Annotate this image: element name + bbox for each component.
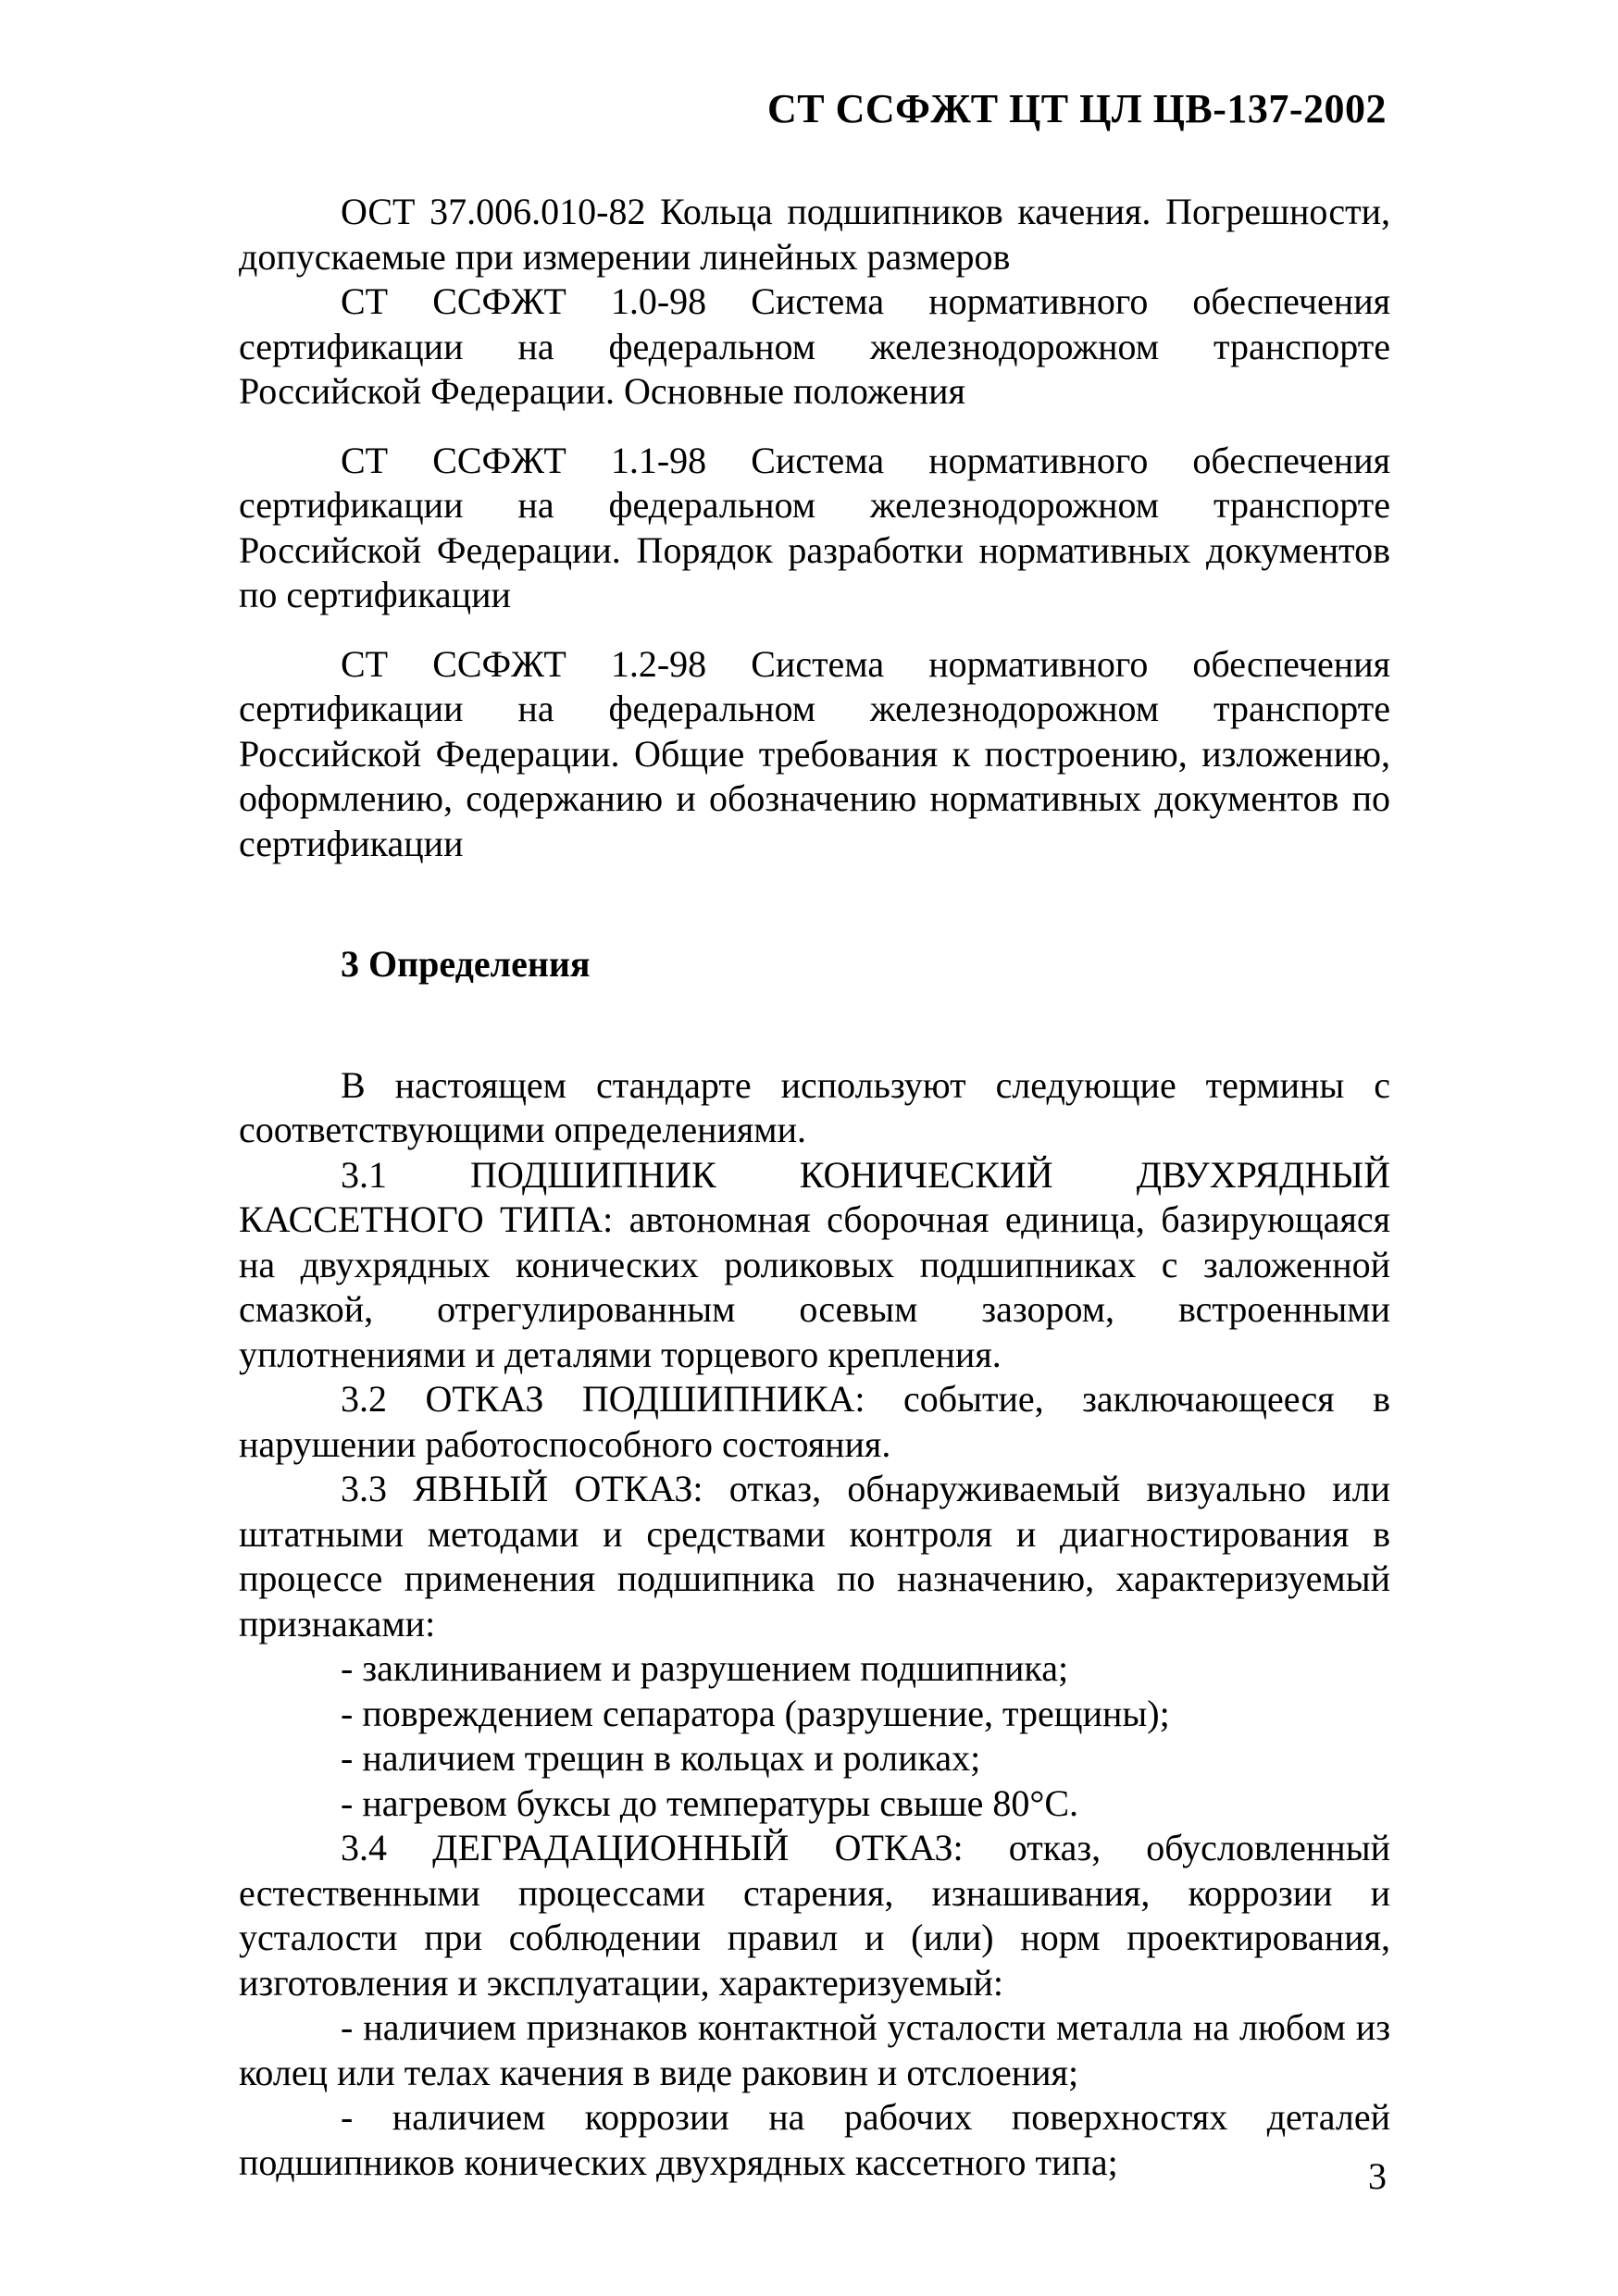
reference-st-ssfzht-1-1-98: СТ ССФЖТ 1.1-98 Система нормативного обеспечения сертификации на федеральном железнодорожном транспорте Российской Федерации. Порядок разработки нормативных документов по сертификации <box>239 439 1390 615</box>
section-heading-definitions: 3 Определения <box>341 943 591 985</box>
page-number: 3 <box>1368 2155 1387 2197</box>
reference-ost-37-006-010-82: ОСТ 37.006.010-82 Кольца подшипников качения. Погрешности, допускаемые при измерении линейных размеров <box>239 191 1390 278</box>
definitions-intro: В настоящем стандарте используют следующие термины с соответствующими определениями. <box>239 1063 1390 1150</box>
definition-3-4-item: - наличием коррозии на рабочих поверхностях деталей подшипников конических двухрядных кассетного типа; <box>239 2096 1390 2183</box>
definition-3-3-item: - наличием трещин в кольцах и роликах; <box>341 1737 981 1779</box>
definition-3-3: 3.3 ЯВНЫЙ ОТКАЗ: отказ, обнаруживаемый визуально или штатными методами и средствами контроля и диагностирования в процессе применения подшипника по назначению, характеризуемый признаками: <box>239 1468 1390 1644</box>
reference-st-ssfzht-1-0-98: СТ ССФЖТ 1.0-98 Система нормативного обеспечения сертификации на федеральном железнодорожном транспорте Российской Федерации. Основные положения <box>239 280 1390 412</box>
page-content <box>239 190 1390 2185</box>
definition-3-2: 3.2 ОТКАЗ ПОДШИПНИКА: событие, заключающееся в нарушении работоспособного состояния. <box>239 1378 1390 1465</box>
definition-3-1: 3.1 ПОДШИПНИК КОНИЧЕСКИЙ ДВУХРЯДНЫЙ КАССЕТНОГО ТИПА: автономная сборочная единица, базирующаяся на двухрядных конических роликовых подшипниках с заложенной смазкой, отрегулированным осевым зазором, встроенными уплотнениями и деталями торцевого крепления. <box>239 1153 1390 1375</box>
definition-3-4-item: - наличием признаков контактной усталости металла на любом из колец или телах качения в виде раковин и отслоения; <box>239 2006 1390 2093</box>
document-code-header: СТ ССФЖТ ЦТ ЦЛ ЦВ-137-2002 <box>766 86 1387 131</box>
definition-3-3-item: - повреждением сепаратора (разрушение, трещины); <box>341 1692 1170 1734</box>
definition-3-3-item: - заклиниванием и разрушением подшипника; <box>341 1647 1069 1689</box>
reference-st-ssfzht-1-2-98: СТ ССФЖТ 1.2-98 Система нормативного обеспечения сертификации на федеральном железнодорожном транспорте Российской Федерации. Общие требования к построению, изложению, оформлению, содержанию и обозначению нормативных документов по сертификации <box>239 642 1390 864</box>
definition-3-3-item: - нагревом буксы до температуры свыше 80°С. <box>341 1781 1079 1824</box>
definition-3-4: 3.4 ДЕГРАДАЦИОННЫЙ ОТКАЗ: отказ, обусловленный естественными процессами старения, изнашивания, коррозии и усталости при соблюдении правил и (или) норм проектирования, изготовления и эксплуатации, характеризуемый: <box>239 1827 1390 2004</box>
